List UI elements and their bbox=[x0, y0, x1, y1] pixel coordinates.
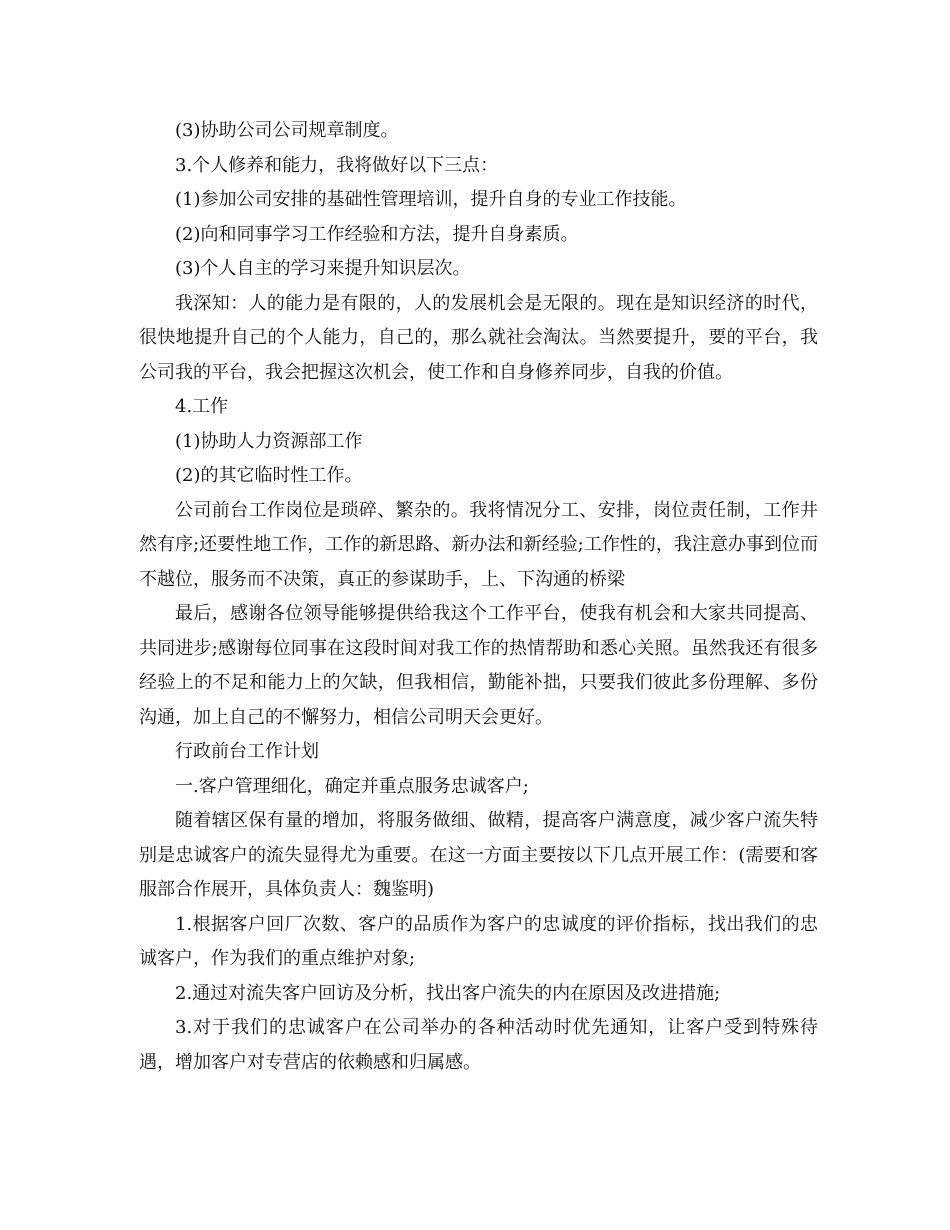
paragraph-item-2-temporary-work: (2)的其它临时性工作。 bbox=[175, 465, 363, 486]
paragraph-item-3-regulations: (3)协助公司公司规章制度。 bbox=[175, 120, 399, 141]
paragraph-front-desk-duties: 公司前台工作岗位是琐碎、繁杂的。我将情况分工、安排，岗位责任制，工作井然有序;还要性地工作，工作的新思路、新办法和新经验;工作性的，我注意办事到位而不越位，服务而不决策，真正的参谋助手，上、下沟通的桥梁 bbox=[139, 499, 818, 590]
paragraph-item-1-training: (1)参加公司安排的基础性管理培训，提升自身的专业工作技能。 bbox=[175, 189, 687, 210]
paragraph-plan-section-1: 一.客户管理细化，确定并重点服务忠诚客户; bbox=[175, 775, 529, 797]
paragraph-customer-retention: 随着辖区保有量的增加，将服务做细、做精，提高客户满意度，减少客户流失特别是忠诚客户的流失显得尤为重要。在这一方面主要按以下几点开展工作：(需要和客服部合作展开，具体负责人：魏鉴明) bbox=[139, 810, 818, 900]
paragraph-section-3-heading: 3.个人修养和能力，我将做好以下三点： bbox=[175, 154, 499, 176]
paragraph-closing-thanks: 最后，感谢各位领导能够提供给我这个工作平台，使我有机会和大家共同提高、共同进步;感谢每位同事在这段时间对我工作的热情帮助和悉心关照。虽然我还有很多经验上的不足和能力上的欠缺，但我相信，勤能补拙，只要我们彼此多份理解、多份沟通，加上自己的不懈努力，相信公司明天会更好。 bbox=[139, 603, 818, 728]
paragraph-item-2-learning: (2)向和同事学习工作经验和方法，提升自身素质。 bbox=[175, 223, 579, 245]
paragraph-ability-reflection: 我深知：人的能力是有限的，人的发展机会是无限的。现在是知识经济的时代，很快地提升自己的个人能力，自己的，那么就社会淘汰。当然要提升，要的平台，我公司我的平台，我会把握这次机会，使工作和自身修养同步，自我的价值。 bbox=[139, 292, 818, 383]
paragraph-plan-item-2: 2.通过对流失客户回访及分析，找出客户流失的内在原因及改进措施; bbox=[175, 982, 721, 1004]
paragraph-plan-title: 行政前台工作计划 bbox=[175, 741, 319, 762]
paragraph-plan-item-3: 3.对于我们的忠诚客户在公司举办的各种活动时优先通知，让客户受到特殊待遇，增加客户对专营店的依赖感和归属感。 bbox=[139, 1017, 818, 1073]
paragraph-plan-item-1: 1.根据客户回厂次数、客户的品质作为客户的忠诚度的评价指标，找出我们的忠诚客户，作为我们的重点维护对象; bbox=[139, 913, 818, 969]
paragraph-item-1-hr-assist: (1)协助人力资源部工作 bbox=[175, 430, 363, 452]
paragraph-item-3-self-study: (3)个人自主的学习来提升知识层次。 bbox=[175, 258, 471, 279]
paragraph-section-4-heading: 4.工作 bbox=[175, 396, 229, 417]
